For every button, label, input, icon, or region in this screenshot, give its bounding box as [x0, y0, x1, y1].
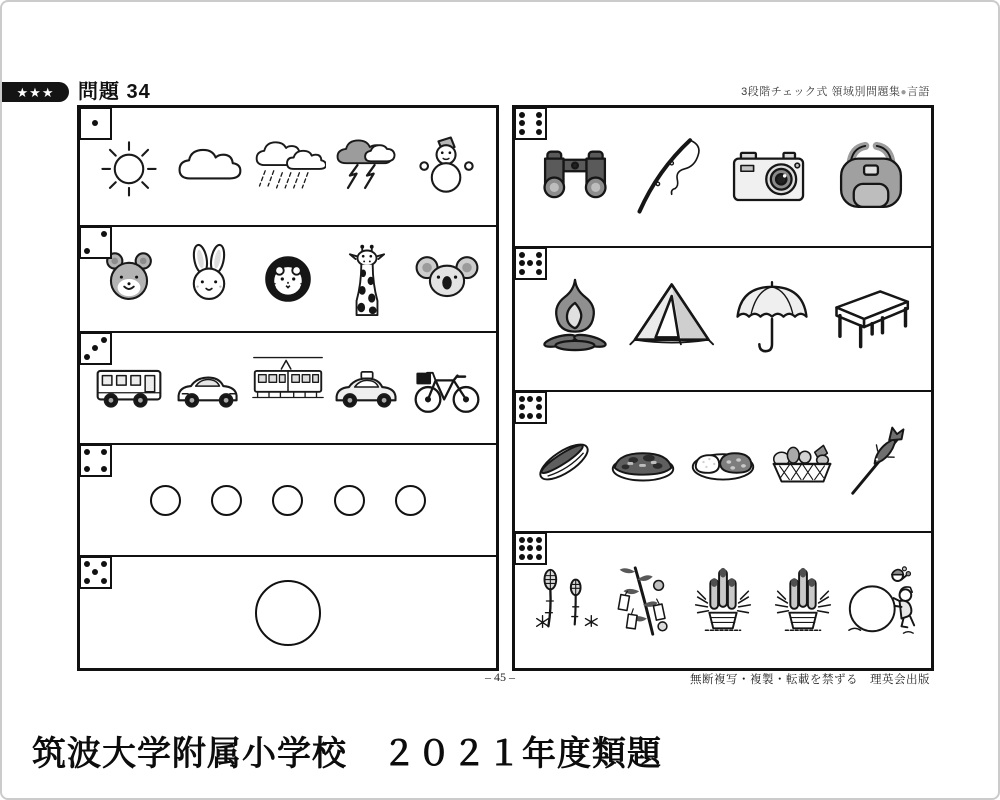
- die-9: [514, 532, 547, 565]
- cloud-icon: [171, 127, 247, 207]
- animal-items: [88, 229, 488, 329]
- bullet-icon: ●: [900, 87, 907, 98]
- series-label: 3段階チェック式 領域別問題集: [741, 86, 901, 98]
- rabbit-icon: [171, 239, 247, 319]
- car-icon: [171, 348, 247, 428]
- snowball-children-icon: [843, 557, 921, 645]
- bicycle-icon: [409, 348, 485, 428]
- school-title: 筑波大学附属小学校 ２０２１年度類題: [32, 735, 662, 773]
- answer-circle-items: [88, 447, 488, 553]
- giraffe-icon: [329, 239, 405, 319]
- gear-row: [515, 108, 931, 246]
- horsetail-sprouts-icon: [525, 557, 603, 645]
- die-4: [79, 444, 112, 477]
- camp-row: [515, 246, 931, 390]
- train-icon: [250, 348, 326, 428]
- answer-circle: [395, 485, 426, 516]
- lightning-cloud-icon: [329, 127, 405, 207]
- lion-icon: [250, 239, 326, 319]
- die-6: [514, 107, 547, 140]
- series-category: 言語: [907, 86, 930, 98]
- tanabata-bamboo-icon: [604, 557, 682, 645]
- kadomatsu-icon: [684, 557, 762, 645]
- left-panel: [77, 105, 499, 671]
- camp-items: [523, 250, 923, 388]
- weather-row: [80, 108, 496, 225]
- kadomatsu-icon: [764, 557, 842, 645]
- copyright-notice: 無断複写・複製・転載を禁ずる 理英会出版: [690, 674, 930, 686]
- page-number: – 45 –: [485, 670, 515, 684]
- die-2: [79, 226, 112, 259]
- vehicle-items: [88, 335, 488, 441]
- answer-circle: [211, 485, 242, 516]
- camera-icon: [726, 129, 818, 225]
- star-icons: ★★★: [16, 84, 55, 100]
- series-caption: [741, 83, 930, 99]
- binoculars-icon: [529, 129, 621, 225]
- food-items: [523, 394, 923, 529]
- umbrella-icon: [726, 271, 818, 367]
- fishing-rod-icon: [628, 129, 720, 225]
- die-8: [514, 391, 547, 424]
- season-items: [523, 535, 923, 666]
- table-icon: [825, 271, 917, 367]
- difficulty-stars-banner: [2, 82, 69, 102]
- die-5: [79, 556, 112, 589]
- answer-circles-row: [80, 443, 496, 555]
- weather-items: [88, 110, 488, 223]
- campfire-icon: [529, 271, 621, 367]
- answer-circle-large: [255, 580, 321, 646]
- answer-circle: [150, 485, 181, 516]
- snowman-icon: [409, 127, 485, 207]
- hot-dog-icon: [525, 418, 603, 506]
- answer-circle: [334, 485, 365, 516]
- die-1: [79, 107, 112, 140]
- taxi-icon: [329, 348, 405, 428]
- grilled-fish-icon: [843, 418, 921, 506]
- gear-items: [523, 110, 923, 244]
- fried-noodles-icon: [604, 418, 682, 506]
- right-panel: [512, 105, 934, 671]
- problem-title: 問題 34: [78, 81, 151, 103]
- food-row: [515, 390, 931, 531]
- curry-rice-icon: [684, 418, 762, 506]
- vegetable-basket-icon: [764, 418, 842, 506]
- koala-icon: [409, 239, 485, 319]
- die-3: [79, 332, 112, 365]
- answer-circle: [272, 485, 303, 516]
- seasons-row: [515, 531, 931, 668]
- die-7: [514, 247, 547, 280]
- rain-cloud-icon: [250, 127, 326, 207]
- backpack-icon: [825, 129, 917, 225]
- vehicles-row: [80, 331, 496, 443]
- large-answer-circle-item: [88, 559, 488, 666]
- large-answer-circle-row: [80, 555, 496, 668]
- tent-icon: [628, 271, 720, 367]
- animals-row: [80, 225, 496, 331]
